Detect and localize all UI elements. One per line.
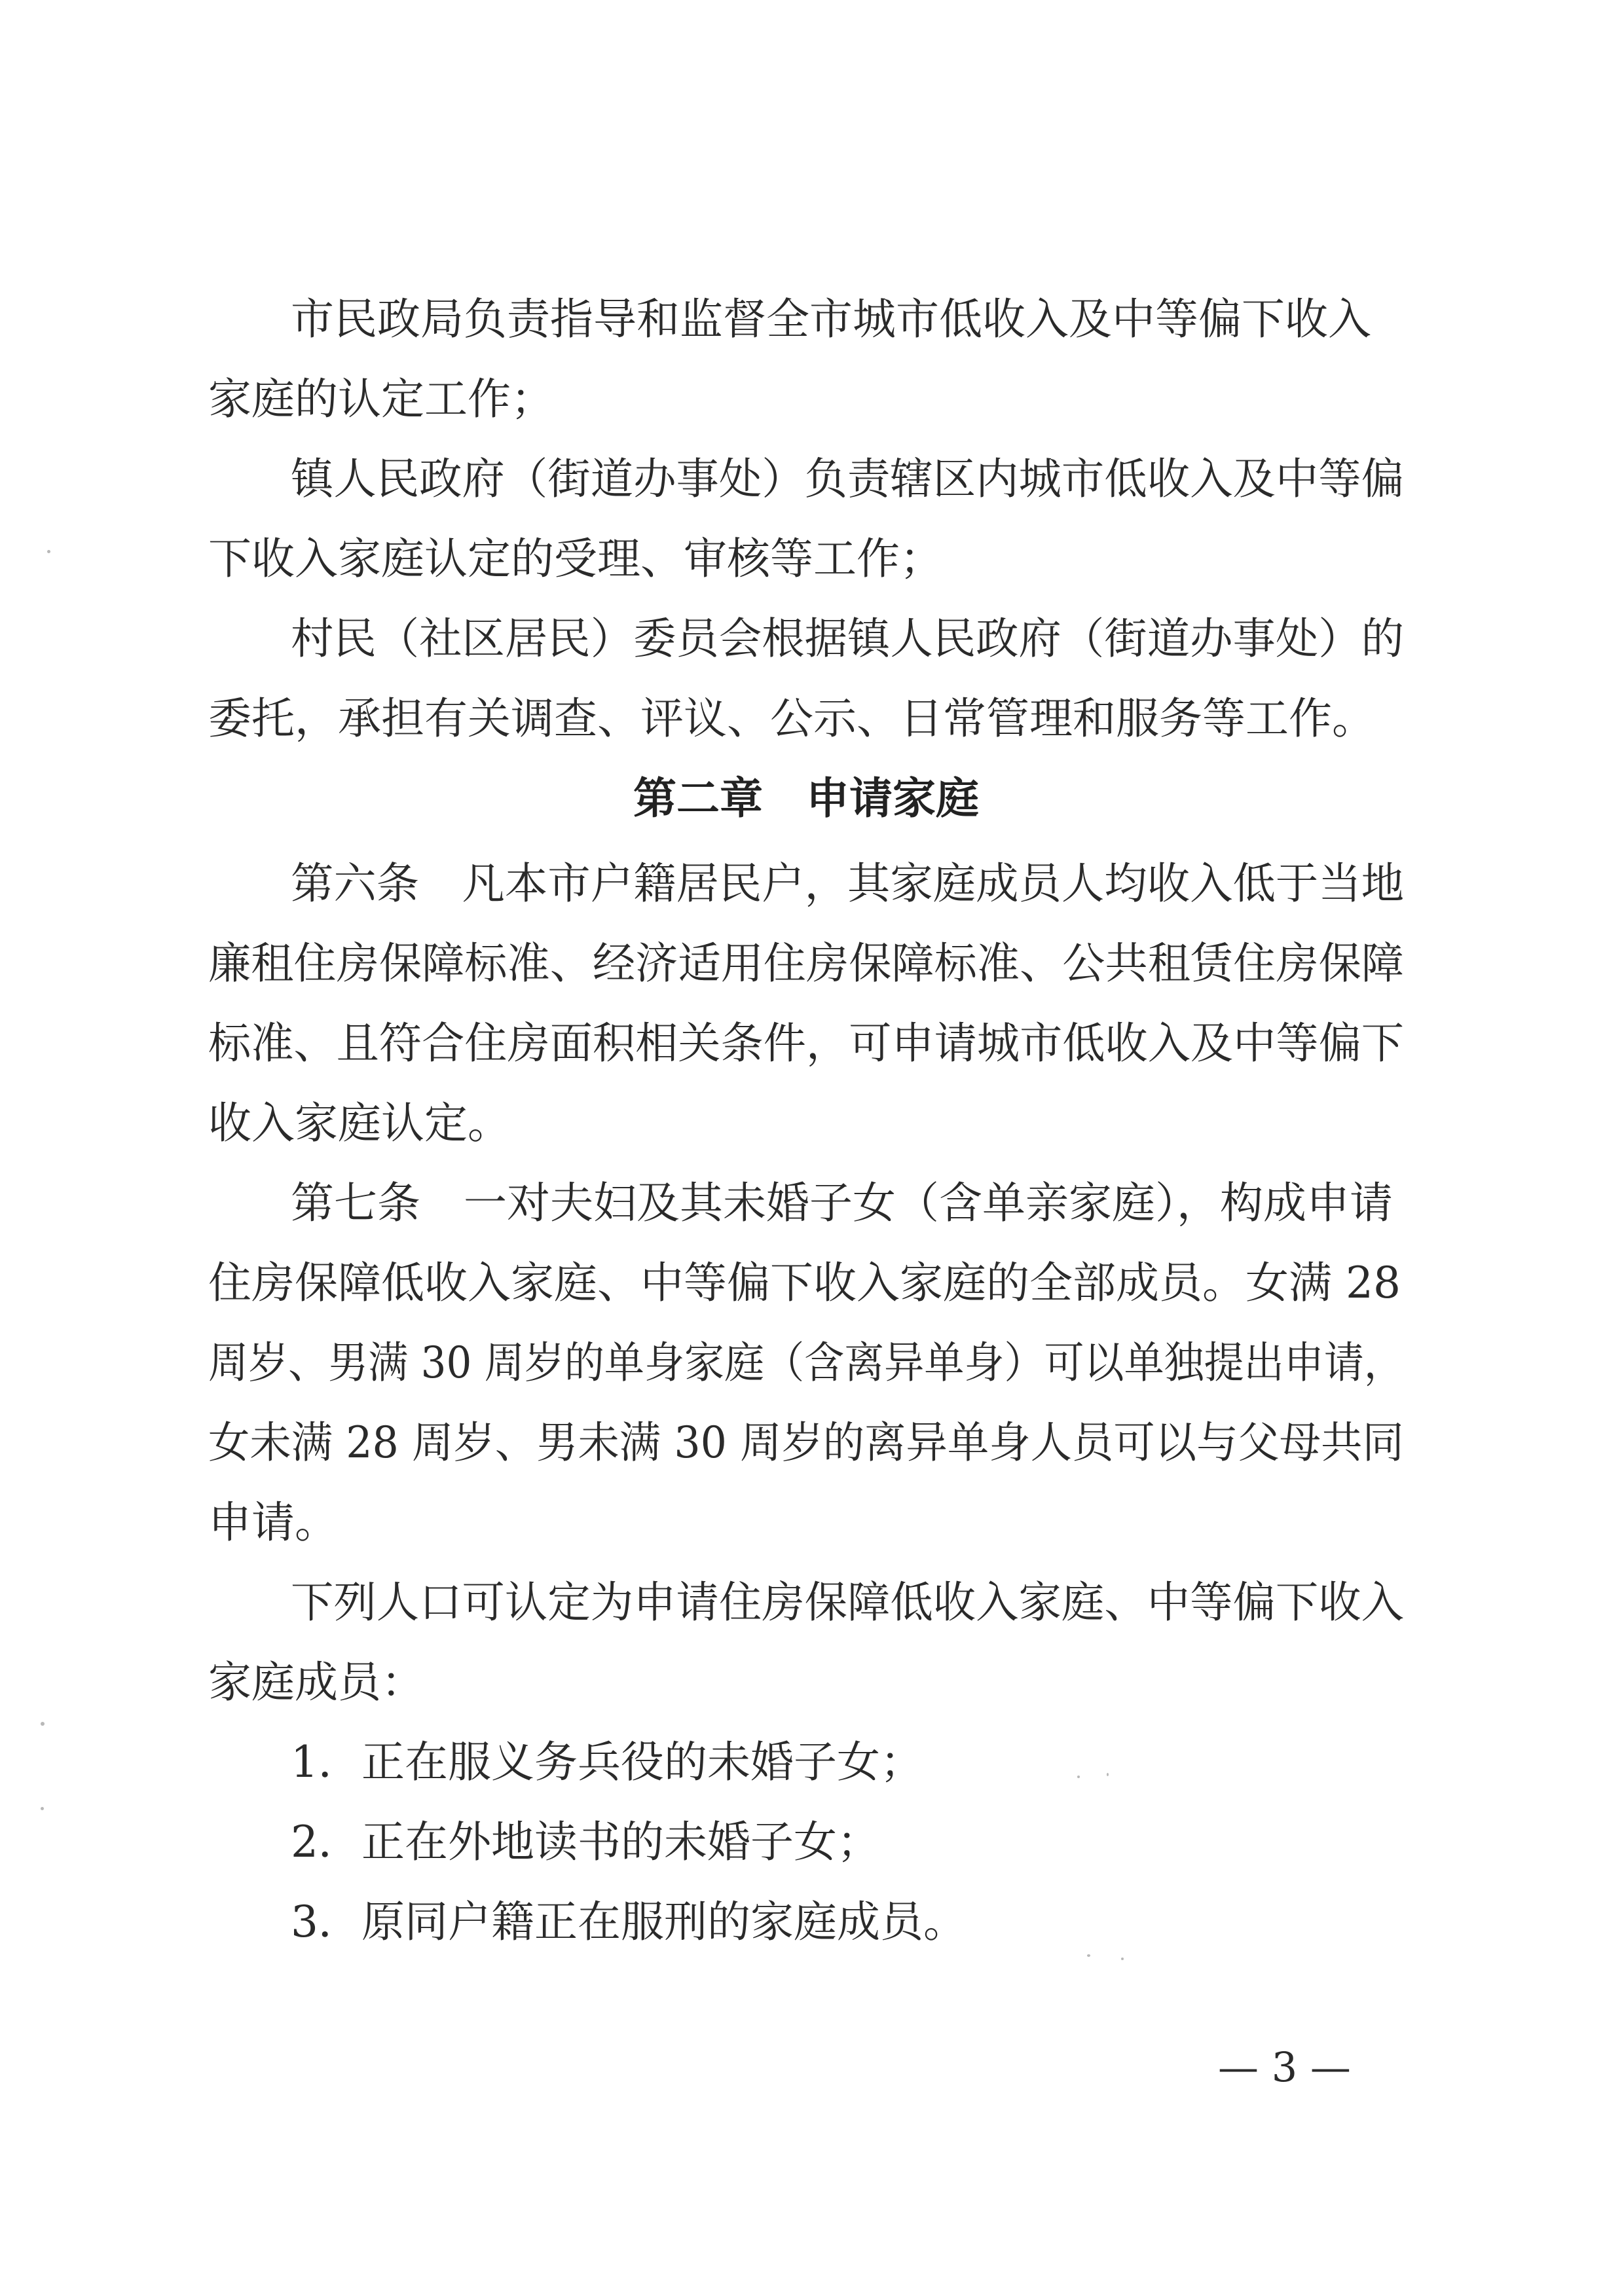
list-item: 1．正在服义务兵役的未婚子女； — [291, 1737, 923, 1787]
paragraph-line: 下收入家庭认定的受理、审核等工作； — [208, 534, 943, 584]
scan-speck — [41, 1722, 45, 1726]
scan-speck — [47, 550, 50, 553]
scan-speck — [1077, 1776, 1080, 1778]
scan-speck — [1121, 1958, 1124, 1960]
page-number: — 3 — — [1218, 2043, 1351, 2091]
chapter-heading: 第二章 申请家庭 — [633, 773, 979, 824]
article-line: 申请。 — [208, 1497, 338, 1548]
paragraph-line: 镇人民政府（街道办事处）负责辖区内城市低收入及中等偏 — [291, 454, 1404, 504]
article-line: 家庭成员： — [208, 1657, 424, 1707]
scan-speck — [1087, 1954, 1090, 1957]
paragraph-line: 市民政局负责指导和监督全市城市低收入及中等偏下收入 — [291, 294, 1371, 344]
paragraph-line: 村民（社区居民）委员会根据镇人民政府（街道办事处）的 — [291, 613, 1404, 664]
article-line: 下列人口可认定为申请住房保障低收入家庭、中等偏下收入 — [291, 1577, 1404, 1628]
article-line: 收入家庭认定。 — [208, 1098, 511, 1148]
article-line: 周岁、男满 30 周岁的单身家庭（含离异单身）可以单独提出申请， — [208, 1338, 1404, 1388]
scan-speck — [1107, 1773, 1109, 1776]
article-line: 标准、且符合住房面积相关条件，可申请城市低收入及中等偏下 — [208, 1018, 1404, 1068]
article-line: 第六条 凡本市户籍居民户，其家庭成员人均收入低于当地 — [291, 858, 1404, 909]
list-item: 2．正在外地读书的未婚子女； — [291, 1817, 880, 1867]
paragraph-line: 委托，承担有关调查、评议、公示、日常管理和服务等工作。 — [208, 693, 1375, 744]
article-line: 廉租住房保障标准、经济适用住房保障标准、公共租赁住房保障 — [208, 938, 1404, 989]
article-line: 第七条 一对夫妇及其未婚子女（含单亲家庭），构成申请 — [291, 1178, 1393, 1228]
list-item: 3．原同户籍正在服刑的家庭成员。 — [291, 1897, 967, 1947]
paragraph-line: 家庭的认定工作； — [208, 374, 554, 424]
article-line: 住房保障低收入家庭、中等偏下收入家庭的全部成员。女满 28 — [208, 1258, 1401, 1308]
scan-speck — [41, 1807, 44, 1810]
article-line: 女未满 28 周岁、男未满 30 周岁的离异单身人员可以与父母共同 — [208, 1417, 1404, 1468]
